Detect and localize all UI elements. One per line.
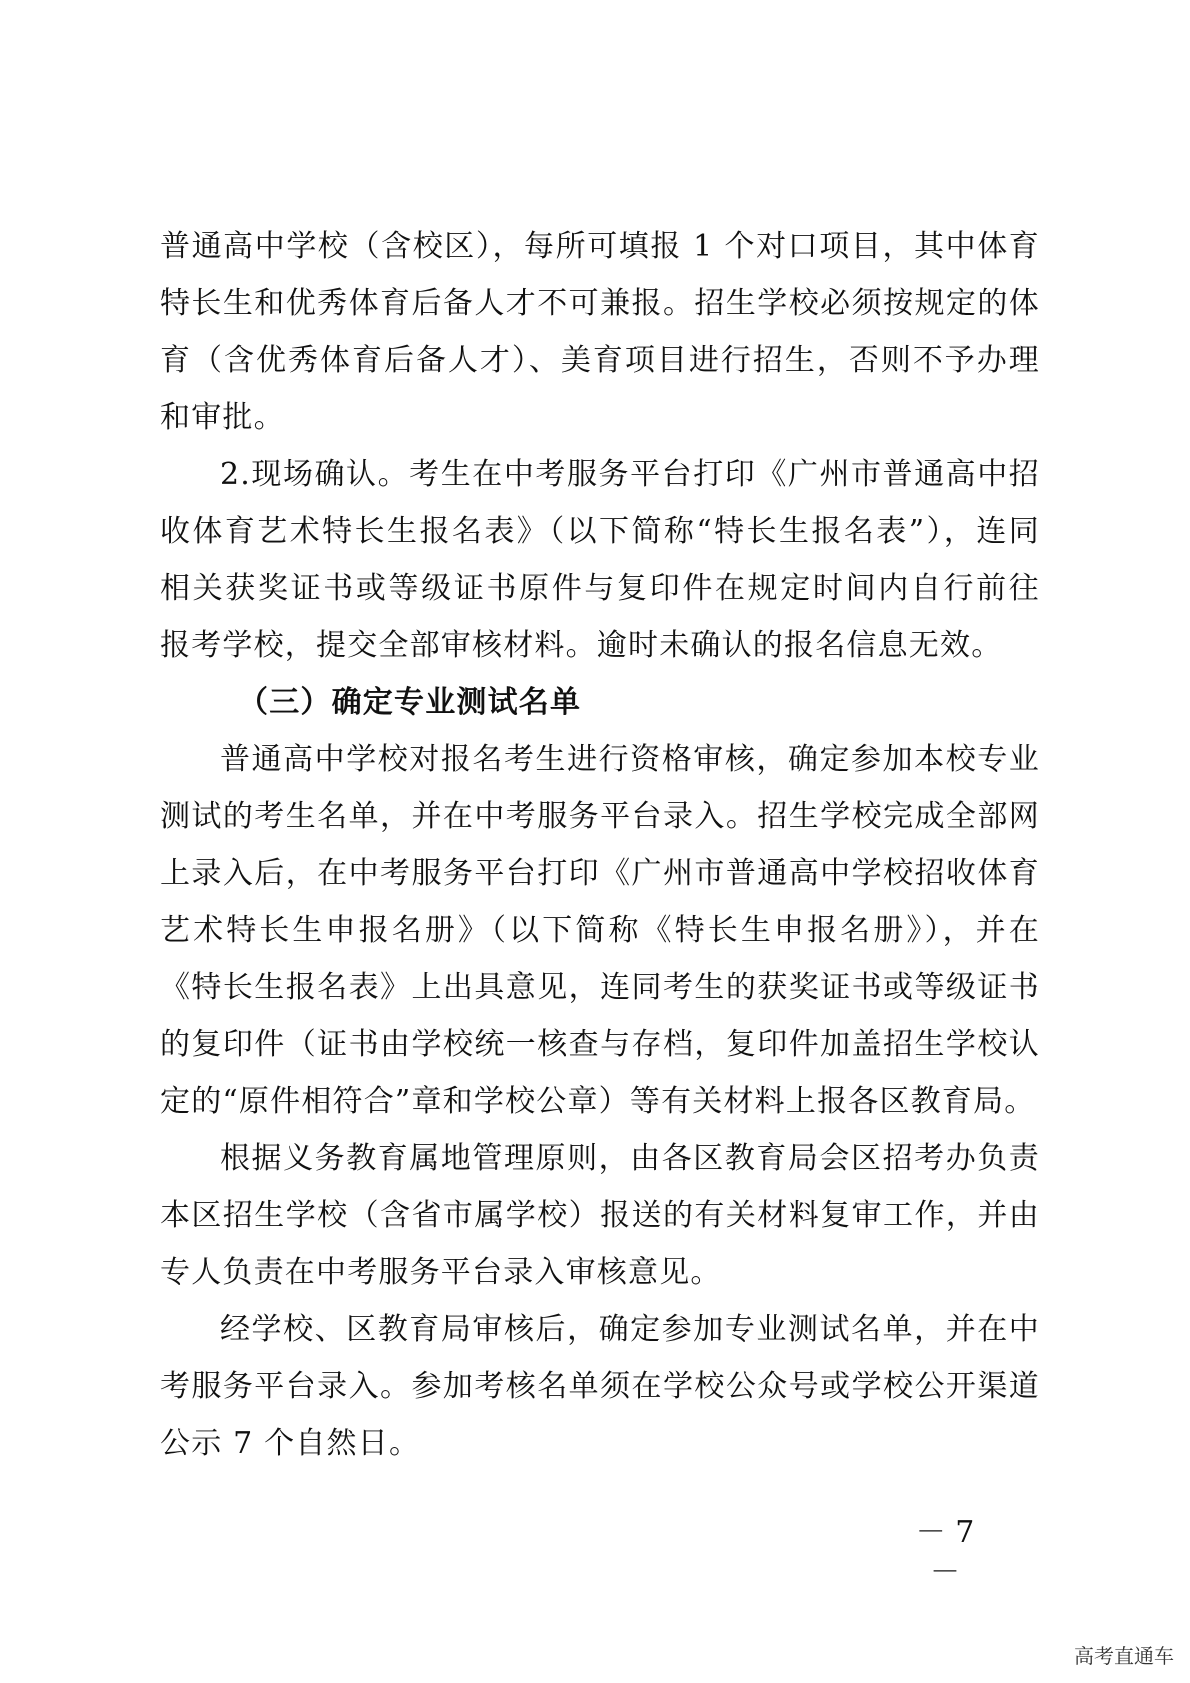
- text-line: 定的“原件相符合”章和学校公章）等有关材料上报各区教育局。: [160, 1084, 1036, 1119]
- text-line: 育（含优秀体育后备人才）、美育项目进行招生，否则不予办理: [160, 343, 1040, 378]
- watermark: 高考直通车: [1074, 1646, 1174, 1668]
- text-line: 考服务平台录入。参加考核名单须在学校公众号或学校公开渠道: [160, 1369, 1040, 1404]
- text-line: 测试的考生名单，并在中考服务平台录入。招生学校完成全部网: [160, 799, 1040, 834]
- text-line: 公示 7 个自然日。: [160, 1426, 421, 1461]
- text-line: 经学校、区教育局审核后，确定参加专业测试名单，并在中: [220, 1312, 1040, 1347]
- text-line: 相关获奖证书或等级证书原件与复印件在规定时间内自行前往: [160, 571, 1040, 606]
- body-text: [160, 218, 1040, 1472]
- text-line: 2.现场确认。考生在中考服务平台打印《广州市普通高中招: [220, 457, 1040, 492]
- text-line: 《特长生报名表》上出具意见，连同考生的获奖证书或等级证书: [160, 970, 1040, 1005]
- text-line: 收体育艺术特长生报名表》（以下简称“特长生报名表”），连同: [160, 514, 1040, 549]
- text-line: 普通高中学校对报名考生进行资格审核，确定参加本校专业: [220, 742, 1040, 777]
- text-line: 艺术特长生申报名册》（以下简称《特长生申报名册》），并在: [160, 913, 1040, 948]
- text-line: 本区招生学校（含省市属学校）报送的有关材料复审工作，并由: [160, 1198, 1040, 1233]
- text-line: 特长生和优秀体育后备人才不可兼报。招生学校必须按规定的体: [160, 286, 1040, 321]
- page-number: － 7 －: [915, 1515, 975, 1590]
- text-line: 根据义务教育属地管理原则，由各区教育局会区招考办负责: [220, 1141, 1040, 1176]
- text-line: 上录入后，在中考服务平台打印《广州市普通高中学校招收体育: [160, 856, 1040, 891]
- text-line: 专人负责在中考服务平台录入审核意见。: [160, 1255, 722, 1290]
- text-line: 报考学校，提交全部审核材料。逾时未确认的报名信息无效。: [160, 628, 1003, 663]
- text-line: 普通高中学校（含校区），每所可填报 1 个对口项目，其中体育: [160, 229, 1040, 264]
- text-line: 和审批。: [160, 400, 285, 435]
- section-heading: （三）确定专业测试名单: [238, 685, 582, 720]
- text-line: 的复印件（证书由学校统一核查与存档，复印件加盖招生学校认: [160, 1027, 1040, 1062]
